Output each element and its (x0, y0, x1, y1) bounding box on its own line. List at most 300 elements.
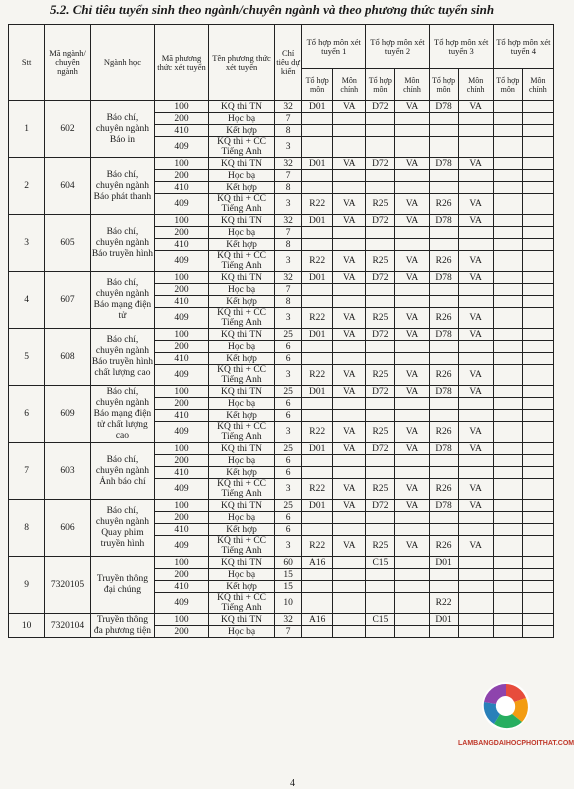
mon-chinh-cell: VA (333, 422, 366, 443)
to-hop-cell: D78 (429, 158, 458, 170)
mon-chinh-cell: VA (395, 386, 429, 398)
to-hop-cell (429, 398, 458, 410)
to-hop-cell: C15 (366, 557, 395, 569)
to-hop-cell (429, 296, 458, 308)
mon-chinh-cell (333, 512, 366, 524)
mon-chinh-cell (395, 170, 429, 182)
to-hop-cell (429, 467, 458, 479)
mon-chinh-cell (522, 536, 553, 557)
to-hop-cell: R25 (366, 251, 395, 272)
to-hop-cell (429, 341, 458, 353)
mon-chinh-cell: VA (395, 443, 429, 455)
ma-phuong-thuc-cell: 100 (155, 272, 209, 284)
ten-phuong-thuc-cell: KQ thi TN (208, 443, 274, 455)
to-hop-cell (493, 626, 522, 638)
to-hop-cell: R26 (429, 194, 458, 215)
ma-phuong-thuc-cell: 100 (155, 158, 209, 170)
ten-phuong-thuc-cell: Học bạ (208, 569, 274, 581)
chi-tieu-cell: 3 (275, 365, 302, 386)
ten-phuong-thuc-cell: Kết hợp (208, 353, 274, 365)
ma-nganh-cell: 609 (45, 386, 91, 443)
mon-chinh-cell: VA (333, 158, 366, 170)
mon-chinh-cell (522, 593, 553, 614)
to-hop-cell (366, 593, 395, 614)
to-hop-cell (366, 626, 395, 638)
mon-chinh-cell (458, 524, 493, 536)
to-hop-cell (493, 170, 522, 182)
ma-phuong-thuc-cell: 200 (155, 455, 209, 467)
mon-chinh-cell (395, 239, 429, 251)
mon-chinh-cell: VA (458, 443, 493, 455)
to-hop-cell (493, 296, 522, 308)
ten-phuong-thuc-cell: KQ thi TN (208, 614, 274, 626)
to-hop-cell (302, 353, 333, 365)
mon-chinh-cell (458, 227, 493, 239)
to-hop-cell: R25 (366, 536, 395, 557)
to-hop-cell (493, 536, 522, 557)
watermark (448, 680, 574, 760)
mon-chinh-cell (458, 614, 493, 626)
mon-chinh-cell (522, 398, 553, 410)
mon-chinh-cell (333, 182, 366, 194)
to-hop-cell (493, 410, 522, 422)
mon-chinh-cell (458, 296, 493, 308)
chi-tieu-cell: 3 (275, 251, 302, 272)
mon-chinh-cell (458, 182, 493, 194)
ma-phuong-thuc-cell: 409 (155, 194, 209, 215)
mon-chinh-cell (333, 614, 366, 626)
chi-tieu-cell: 15 (275, 581, 302, 593)
to-hop-cell: D72 (366, 443, 395, 455)
chi-tieu-cell: 6 (275, 512, 302, 524)
mon-chinh-cell (522, 239, 553, 251)
chi-tieu-cell: 6 (275, 524, 302, 536)
mon-chinh-cell (522, 479, 553, 500)
mon-chinh-cell (395, 581, 429, 593)
to-hop-cell: R22 (302, 194, 333, 215)
stt-cell: 1 (9, 101, 45, 158)
to-hop-cell: D72 (366, 500, 395, 512)
to-hop-cell (366, 398, 395, 410)
ma-phuong-thuc-cell: 200 (155, 512, 209, 524)
mon-chinh-cell: VA (395, 215, 429, 227)
to-hop-cell (302, 455, 333, 467)
ma-phuong-thuc-cell: 409 (155, 365, 209, 386)
mon-chinh-cell: VA (333, 194, 366, 215)
to-hop-cell (366, 239, 395, 251)
mon-chinh-cell (522, 467, 553, 479)
to-hop-cell (302, 125, 333, 137)
mon-chinh-cell (395, 467, 429, 479)
to-hop-cell (302, 593, 333, 614)
ten-phuong-thuc-cell: Học bạ (208, 113, 274, 125)
to-hop-cell: R26 (429, 479, 458, 500)
chi-tieu-cell: 32 (275, 215, 302, 227)
mon-chinh-cell (395, 296, 429, 308)
mon-chinh-cell (395, 284, 429, 296)
stt-cell: 3 (9, 215, 45, 272)
subheader-mon-chinh: Môn chính (333, 69, 366, 101)
mon-chinh-cell (333, 353, 366, 365)
mon-chinh-cell (522, 410, 553, 422)
to-hop-cell: R22 (302, 251, 333, 272)
mon-chinh-cell (333, 569, 366, 581)
to-hop-cell (302, 296, 333, 308)
ma-phuong-thuc-cell: 409 (155, 137, 209, 158)
mon-chinh-cell (522, 626, 553, 638)
ten-phuong-thuc-cell: KQ thi TN (208, 557, 274, 569)
mon-chinh-cell: VA (395, 329, 429, 341)
ten-phuong-thuc-cell: KQ thi TN (208, 215, 274, 227)
ma-nganh-cell: 602 (45, 101, 91, 158)
ma-phuong-thuc-cell: 409 (155, 308, 209, 329)
ma-phuong-thuc-cell: 410 (155, 353, 209, 365)
to-hop-cell: D01 (302, 329, 333, 341)
to-hop-cell: D72 (366, 215, 395, 227)
chi-tieu-cell: 15 (275, 569, 302, 581)
mon-chinh-cell (522, 614, 553, 626)
ten-phuong-thuc-cell: KQ thi + CC Tiếng Anh (208, 422, 274, 443)
header-ma-phuong-thuc: Mã phương thức xét tuyển (155, 25, 209, 101)
to-hop-cell (366, 410, 395, 422)
mon-chinh-cell (522, 512, 553, 524)
chi-tieu-cell: 7 (275, 284, 302, 296)
mon-chinh-cell: VA (458, 308, 493, 329)
mon-chinh-cell (458, 467, 493, 479)
to-hop-cell: R25 (366, 422, 395, 443)
mon-chinh-cell (333, 455, 366, 467)
to-hop-cell: R26 (429, 251, 458, 272)
mon-chinh-cell (458, 455, 493, 467)
ten-phuong-thuc-cell: Học bạ (208, 227, 274, 239)
mon-chinh-cell: VA (458, 536, 493, 557)
ten-phuong-thuc-cell: KQ thi + CC Tiếng Anh (208, 365, 274, 386)
to-hop-cell (493, 125, 522, 137)
chi-tieu-cell: 6 (275, 353, 302, 365)
to-hop-cell: R25 (366, 194, 395, 215)
mon-chinh-cell (458, 284, 493, 296)
ma-nganh-cell: 603 (45, 443, 91, 500)
ten-phuong-thuc-cell: Kết hợp (208, 467, 274, 479)
ma-phuong-thuc-cell: 409 (155, 479, 209, 500)
ma-phuong-thuc-cell: 410 (155, 524, 209, 536)
ma-phuong-thuc-cell: 200 (155, 626, 209, 638)
mon-chinh-cell (458, 125, 493, 137)
ma-phuong-thuc-cell: 100 (155, 500, 209, 512)
ma-phuong-thuc-cell: 100 (155, 386, 209, 398)
to-hop-cell: D78 (429, 443, 458, 455)
mon-chinh-cell: VA (395, 101, 429, 113)
stt-cell: 4 (9, 272, 45, 329)
ten-phuong-thuc-cell: KQ thi + CC Tiếng Anh (208, 308, 274, 329)
to-hop-cell (366, 227, 395, 239)
chi-tieu-cell: 6 (275, 341, 302, 353)
to-hop-cell (302, 227, 333, 239)
to-hop-cell (493, 365, 522, 386)
stt-cell: 7 (9, 443, 45, 500)
ten-phuong-thuc-cell: KQ thi TN (208, 272, 274, 284)
mon-chinh-cell: VA (333, 101, 366, 113)
mon-chinh-cell (522, 101, 553, 113)
header-nganh-hoc: Ngành học (90, 25, 154, 101)
mon-chinh-cell (395, 524, 429, 536)
ten-phuong-thuc-cell: Học bạ (208, 341, 274, 353)
to-hop-cell: D78 (429, 101, 458, 113)
chi-tieu-cell: 25 (275, 329, 302, 341)
mon-chinh-cell (333, 524, 366, 536)
to-hop-cell (493, 422, 522, 443)
mon-chinh-cell (395, 398, 429, 410)
chi-tieu-cell: 3 (275, 137, 302, 158)
to-hop-cell (429, 353, 458, 365)
mon-chinh-cell: VA (395, 194, 429, 215)
to-hop-cell: D72 (366, 272, 395, 284)
mon-chinh-cell (522, 170, 553, 182)
to-hop-cell: D01 (429, 557, 458, 569)
mon-chinh-cell (522, 215, 553, 227)
ma-phuong-thuc-cell: 100 (155, 215, 209, 227)
watermark-text: LAMBANGDAIHOCPHOITHAT.COM (458, 740, 574, 747)
chi-tieu-cell: 32 (275, 101, 302, 113)
mon-chinh-cell (333, 593, 366, 614)
to-hop-cell: D72 (366, 329, 395, 341)
mon-chinh-cell (522, 422, 553, 443)
mon-chinh-cell (522, 581, 553, 593)
ma-phuong-thuc-cell: 410 (155, 581, 209, 593)
to-hop-cell (493, 467, 522, 479)
to-hop-cell (493, 500, 522, 512)
mon-chinh-cell (522, 524, 553, 536)
logo-icon (480, 680, 532, 732)
mon-chinh-cell (522, 341, 553, 353)
subheader-to-hop: Tổ hợp môn (493, 69, 522, 101)
mon-chinh-cell: VA (395, 479, 429, 500)
mon-chinh-cell (458, 341, 493, 353)
ma-phuong-thuc-cell: 200 (155, 170, 209, 182)
to-hop-cell (366, 512, 395, 524)
page-number: 4 (290, 778, 295, 789)
to-hop-cell: R25 (366, 479, 395, 500)
to-hop-cell (493, 524, 522, 536)
table-row (9, 329, 554, 341)
mon-chinh-cell (333, 239, 366, 251)
to-hop-cell: A16 (302, 557, 333, 569)
to-hop-cell: R25 (366, 308, 395, 329)
to-hop-cell (429, 524, 458, 536)
to-hop-cell (493, 512, 522, 524)
ma-phuong-thuc-cell: 100 (155, 101, 209, 113)
mon-chinh-cell: VA (458, 101, 493, 113)
ma-phuong-thuc-cell: 200 (155, 284, 209, 296)
to-hop-cell (493, 284, 522, 296)
stt-cell: 6 (9, 386, 45, 443)
mon-chinh-cell (522, 194, 553, 215)
ten-phuong-thuc-cell: KQ thi + CC Tiếng Anh (208, 137, 274, 158)
to-hop-cell (429, 170, 458, 182)
ten-phuong-thuc-cell: KQ thi TN (208, 386, 274, 398)
table-row (9, 557, 554, 569)
ma-nganh-cell: 7320104 (45, 614, 91, 638)
mon-chinh-cell (333, 125, 366, 137)
ma-phuong-thuc-cell: 409 (155, 251, 209, 272)
to-hop-cell (366, 296, 395, 308)
chi-tieu-cell: 7 (275, 113, 302, 125)
mon-chinh-cell (522, 569, 553, 581)
mon-chinh-cell (395, 125, 429, 137)
mon-chinh-cell (395, 557, 429, 569)
to-hop-cell (493, 101, 522, 113)
ten-phuong-thuc-cell: Kết hợp (208, 524, 274, 536)
to-hop-cell: D01 (302, 272, 333, 284)
to-hop-cell (302, 170, 333, 182)
nganh-hoc-cell: Báo chí, chuyên ngành Ảnh báo chí (90, 443, 154, 500)
ma-nganh-cell: 604 (45, 158, 91, 215)
chi-tieu-cell: 7 (275, 227, 302, 239)
chi-tieu-cell: 3 (275, 422, 302, 443)
to-hop-cell (366, 569, 395, 581)
to-hop-cell: R22 (302, 308, 333, 329)
nganh-hoc-cell: Báo chí, chuyên ngành Báo in (90, 101, 154, 158)
to-hop-cell (429, 113, 458, 125)
ten-phuong-thuc-cell: Kết hợp (208, 182, 274, 194)
to-hop-cell (493, 227, 522, 239)
ma-phuong-thuc-cell: 200 (155, 569, 209, 581)
to-hop-cell (302, 284, 333, 296)
mon-chinh-cell (333, 296, 366, 308)
to-hop-cell: R22 (302, 536, 333, 557)
section-title: 5.2. Chỉ tiêu tuyển sinh theo ngành/chuyên ngành và theo phương thức tuyển sinh (50, 2, 495, 17)
mon-chinh-cell (522, 158, 553, 170)
mon-chinh-cell: VA (458, 251, 493, 272)
ma-nganh-cell: 607 (45, 272, 91, 329)
to-hop-cell (493, 158, 522, 170)
chi-tieu-cell: 6 (275, 455, 302, 467)
to-hop-cell (493, 194, 522, 215)
nganh-hoc-cell: Báo chí, chuyên ngành Báo mạng điện tử (90, 272, 154, 329)
to-hop-cell (429, 239, 458, 251)
to-hop-cell: R22 (302, 365, 333, 386)
admission-table (8, 24, 554, 638)
ten-phuong-thuc-cell: Học bạ (208, 626, 274, 638)
to-hop-cell (302, 581, 333, 593)
to-hop-cell: R26 (429, 422, 458, 443)
to-hop-cell (493, 329, 522, 341)
mon-chinh-cell: VA (333, 365, 366, 386)
mon-chinh-cell (395, 341, 429, 353)
mon-chinh-cell: VA (458, 194, 493, 215)
ma-phuong-thuc-cell: 410 (155, 239, 209, 251)
mon-chinh-cell (522, 455, 553, 467)
ma-phuong-thuc-cell: 200 (155, 227, 209, 239)
to-hop-cell (429, 455, 458, 467)
mon-chinh-cell (522, 182, 553, 194)
chi-tieu-cell: 3 (275, 536, 302, 557)
chi-tieu-cell: 6 (275, 398, 302, 410)
table-row (9, 614, 554, 626)
to-hop-cell (302, 569, 333, 581)
header-ten-phuong-thuc: Tên phương thức xét tuyển (208, 25, 274, 101)
mon-chinh-cell: VA (333, 500, 366, 512)
to-hop-cell (366, 353, 395, 365)
to-hop-cell (493, 455, 522, 467)
mon-chinh-cell (522, 386, 553, 398)
mon-chinh-cell: VA (458, 158, 493, 170)
mon-chinh-cell (395, 410, 429, 422)
to-hop-cell (366, 341, 395, 353)
chi-tieu-cell: 25 (275, 443, 302, 455)
chi-tieu-cell: 32 (275, 158, 302, 170)
mon-chinh-cell (458, 581, 493, 593)
to-hop-cell (429, 581, 458, 593)
mon-chinh-cell (458, 569, 493, 581)
to-hop-cell (493, 308, 522, 329)
mon-chinh-cell: VA (333, 479, 366, 500)
header-to-hop-2: Tổ hợp môn xét tuyển 2 (366, 25, 429, 69)
ma-phuong-thuc-cell: 410 (155, 182, 209, 194)
to-hop-cell: A16 (302, 614, 333, 626)
to-hop-cell (493, 272, 522, 284)
to-hop-cell (493, 215, 522, 227)
mon-chinh-cell: VA (458, 215, 493, 227)
to-hop-cell (366, 581, 395, 593)
to-hop-cell: D78 (429, 329, 458, 341)
chi-tieu-cell: 32 (275, 272, 302, 284)
ten-phuong-thuc-cell: Kết hợp (208, 125, 274, 137)
mon-chinh-cell (522, 284, 553, 296)
table-row (9, 215, 554, 227)
to-hop-cell (429, 137, 458, 158)
to-hop-cell (493, 557, 522, 569)
to-hop-cell: D01 (302, 101, 333, 113)
to-hop-cell: D72 (366, 386, 395, 398)
mon-chinh-cell (395, 512, 429, 524)
mon-chinh-cell (333, 398, 366, 410)
ma-phuong-thuc-cell: 409 (155, 422, 209, 443)
to-hop-cell: D78 (429, 272, 458, 284)
mon-chinh-cell: VA (333, 536, 366, 557)
mon-chinh-cell (395, 626, 429, 638)
mon-chinh-cell (333, 227, 366, 239)
mon-chinh-cell: VA (458, 500, 493, 512)
to-hop-cell (366, 170, 395, 182)
to-hop-cell: C15 (366, 614, 395, 626)
mon-chinh-cell: VA (333, 443, 366, 455)
mon-chinh-cell: VA (458, 272, 493, 284)
table-row (9, 386, 554, 398)
mon-chinh-cell (522, 125, 553, 137)
mon-chinh-cell: VA (333, 215, 366, 227)
to-hop-cell: D01 (302, 158, 333, 170)
to-hop-cell (493, 341, 522, 353)
to-hop-cell (429, 569, 458, 581)
ma-phuong-thuc-cell: 200 (155, 341, 209, 353)
to-hop-cell (302, 113, 333, 125)
table-body (9, 101, 554, 638)
mon-chinh-cell (522, 296, 553, 308)
mon-chinh-cell: VA (458, 479, 493, 500)
mon-chinh-cell (458, 512, 493, 524)
ten-phuong-thuc-cell: Kết hợp (208, 239, 274, 251)
ma-phuong-thuc-cell: 410 (155, 467, 209, 479)
mon-chinh-cell: VA (395, 500, 429, 512)
to-hop-cell (302, 626, 333, 638)
to-hop-cell (302, 398, 333, 410)
ten-phuong-thuc-cell: Kết hợp (208, 581, 274, 593)
to-hop-cell: D01 (302, 443, 333, 455)
nganh-hoc-cell: Báo chí, chuyên ngành Báo truyền hình chất lượng cao (90, 329, 154, 386)
to-hop-cell: D78 (429, 500, 458, 512)
mon-chinh-cell (522, 557, 553, 569)
